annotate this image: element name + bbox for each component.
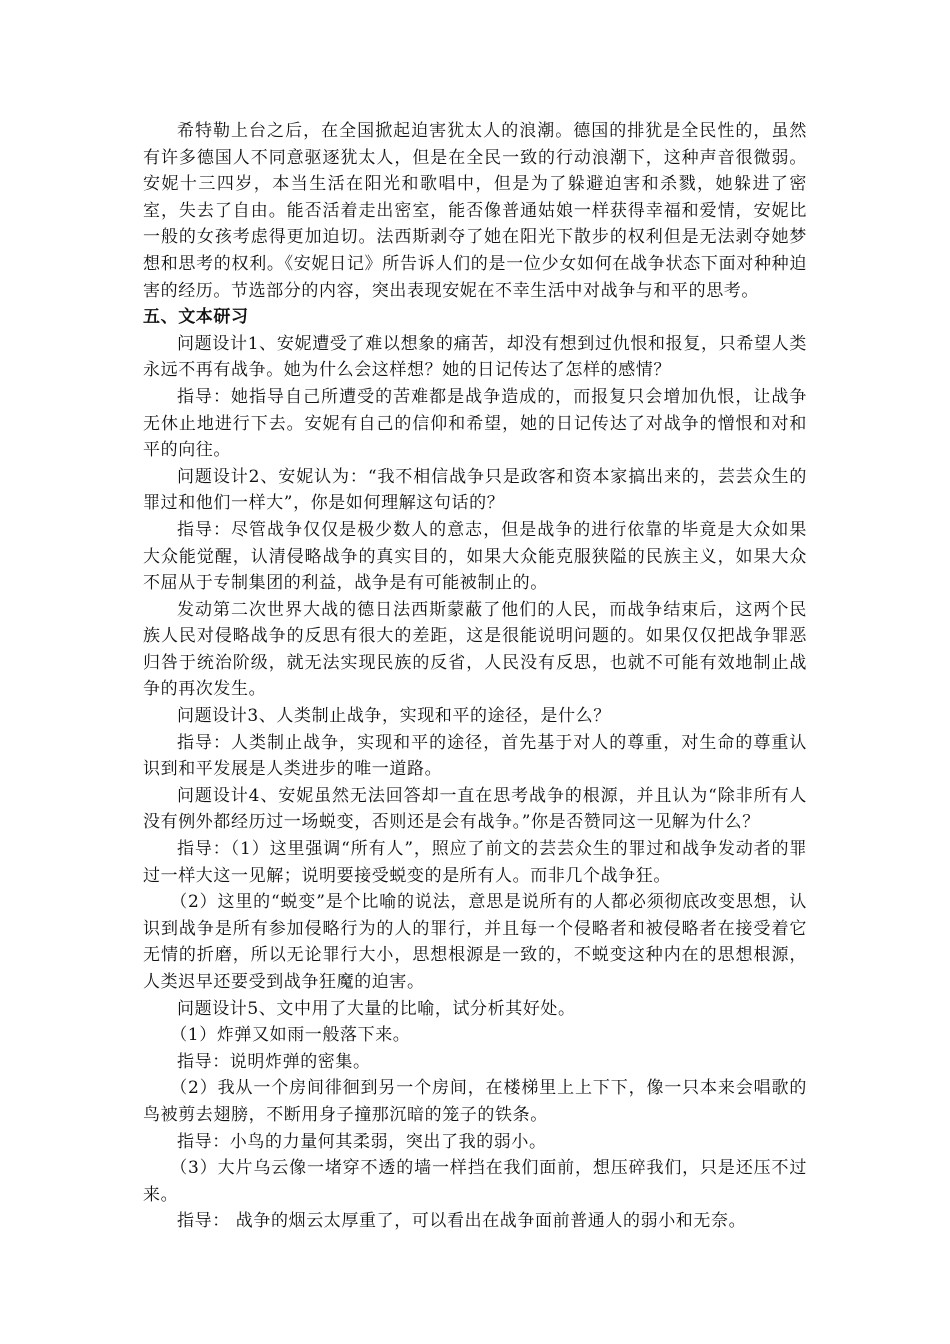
paragraph-intro: 希特勒上台之后，在全国掀起迫害犹太人的浪潮。德国的排犹是全民性的，虽然有许多德国人不同意驱逐犹太人，但是在全民一致的行动浪潮下，这种声音很微弱。安妮十三四岁，本当生活在阳光和歌唱中，但是为了躲避迫害和杀戮，她躲进了密室，失去了自由。能否活着走出密室，能否像普通姑娘一样获得幸福和爱情，安妮比一般的女孩考虑得更加迫切。法西斯剥夺了她在阳光下散步的权利但是无法剥夺她梦想和思考的权利。《安妮日记》所告诉人们的是一位少女如何在战争状态下面对种种迫害的经历。节选部分的内容，突出表现安妮在不幸生活中对战争与和平的思考。 xyxy=(143,121,807,301)
question-5: 问题设计5、文中用了大量的比喻，试分析其好处。 xyxy=(177,998,576,1019)
question-3: 问题设计3、人类制止战争，实现和平的途径，是什么？ xyxy=(177,706,611,727)
guidance-5-1: 指导：说明炸弹的密集。 xyxy=(177,1051,371,1072)
question-1: 问题设计1、安妮遭受了难以想象的痛苦，却没有想到过仇恨和报复，只希望人类永远不再有战争。她为什么会这样想？她的日记传达了怎样的感情？ xyxy=(143,333,807,381)
guidance-1: 指导：她指导自己所遭受的苦难都是战争造成的，而报复只会增加仇恨，让战争无休止地进行下去。安妮有自己的信仰和希望，她的日记传达了对战争的憎恨和对和平的向往。 xyxy=(143,386,807,461)
section-heading: 五、文本研习 xyxy=(143,307,249,328)
guidance-2: 指导：尽管战争仅仅是极少数人的意志，但是战争的进行依靠的毕竟是大众如果大众能觉醒，认清侵略战争的真实目的，如果大众能克服狭隘的民族主义，如果大众不屈从于专制集团的利益，战争是有可能被制止的。 xyxy=(143,519,807,594)
guidance-4-2: （2）这里的“蜕变”是个比喻的说法，意思是说所有的人都必须彻底改变思想，认识到战争是所有参加侵略行为的人的罪行，并且每一个侵略者和被侵略者在接受着它无情的折磨，所以无论罪行大小，思想根源是一致的，不蜕变这种内在的思想根源，人类迟早还要受到战争狂魔的迫害。 xyxy=(143,892,807,992)
example-3: （3）大片乌云像一堵穿不透的墙一样挡在我们面前，想压碎我们，只是还压不过来。 xyxy=(143,1158,807,1205)
question-4: 问题设计4、安妮虽然无法回答却一直在思考战争的根源，并且认为“除非所有人没有例外都经历过一场蜕变，否则还是会有战争。”你是否赞同这一见解为什么？ xyxy=(143,785,807,833)
question-2: 问题设计2、安妮认为：“我不相信战争只是政客和资本家搞出来的，芸芸众生的罪过和他们一样大”，你是如何理解这句话的？ xyxy=(143,466,807,514)
guidance-5-3: 指导： 战争的烟云太厚重了，可以看出在战争面前普通人的弱小和无奈。 xyxy=(177,1211,747,1232)
paragraph-ww2: 发动第二次世界大战的德日法西斯蒙蔽了他们的人民，而战争结束后，这两个民族人民对侵略战争的反思有很大的差距，这是很能说明问题的。如果仅仅把战争罪恶归咎于统治阶级，就无法实现民族的反省，人民没有反思，也就不可能有效地制止战争的再次发生。 xyxy=(143,599,807,700)
example-2: （2）我从一个房间徘徊到另一个房间，在楼梯里上上下下，像一只本来会唱歌的鸟被剪去翅膀，不断用身子撞那沉暗的笼子的铁条。 xyxy=(143,1078,807,1125)
guidance-4-1: 指导：（1）这里强调“所有人”，照应了前文的芸芸众生的罪过和战争发动者的罪过一样大这一见解；说明要接受蜕变的是所有人。而非几个战争狂。 xyxy=(143,839,807,886)
guidance-3: 指导：人类制止战争，实现和平的途径，首先基于对人的尊重，对生命的尊重认识到和平发展是人类进步的唯一道路。 xyxy=(143,732,807,780)
document-page xyxy=(143,118,807,1235)
example-1: （1）炸弹又如雨一般落下来。 xyxy=(170,1025,411,1046)
guidance-5-2: 指导：小鸟的力量何其柔弱，突出了我的弱小。 xyxy=(177,1131,547,1152)
